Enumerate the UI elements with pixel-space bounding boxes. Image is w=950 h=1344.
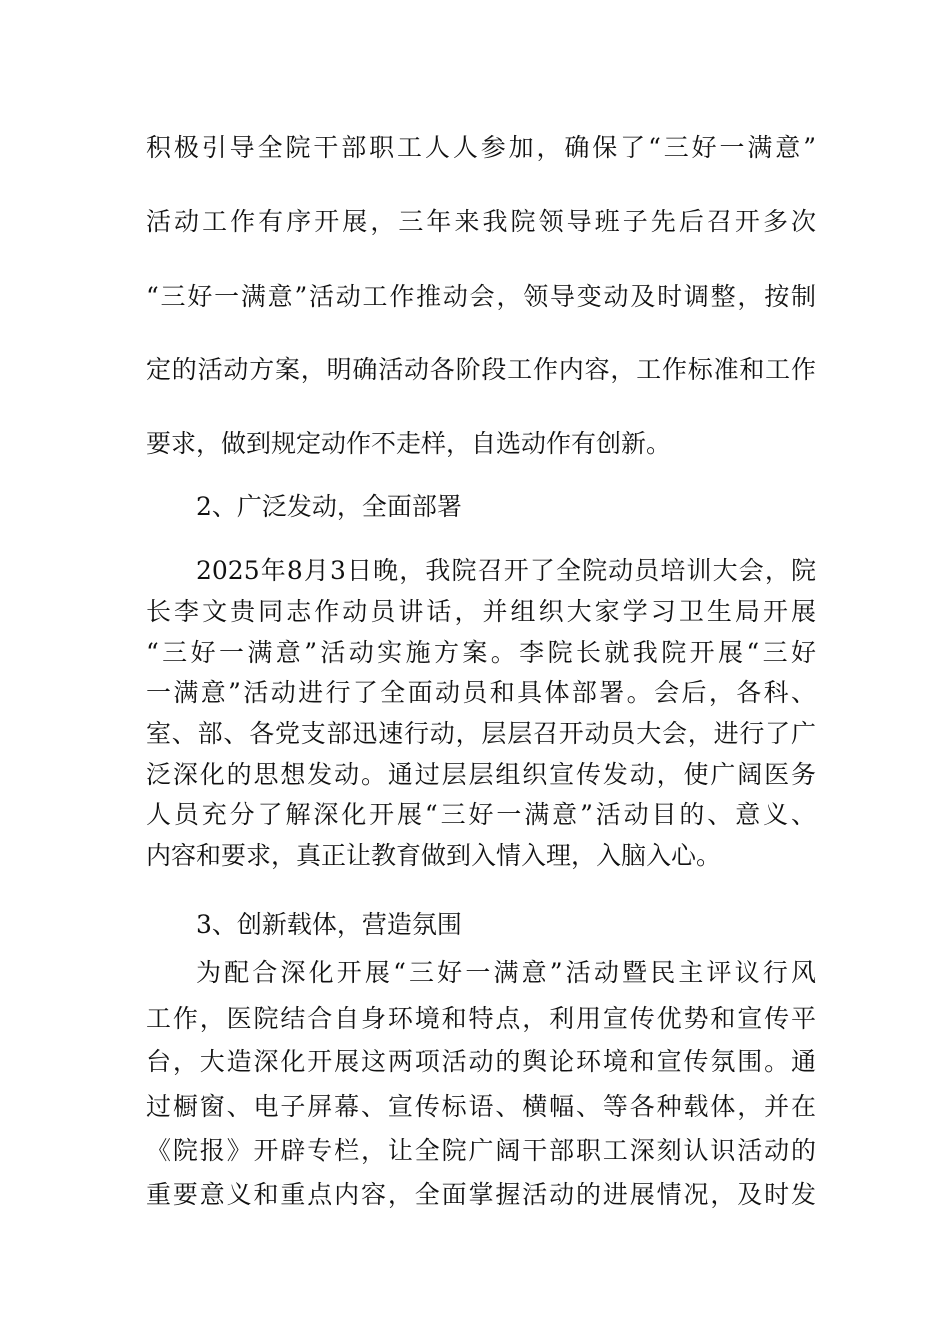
text-line-17: 工作，医院结合自身环境和特点，利用宣传优势和宣传平 (146, 1004, 816, 1033)
text-line-12: 泛深化的思想发动。通过层层组织宣传发动，使广阔医务 (146, 760, 816, 789)
text-line-21: 重要意义和重点内容，全面掌握活动的进展情况，及时发 (146, 1180, 816, 1209)
text-line-16: 为配合深化开展“三好一满意”活动暨民主评议行风 (196, 958, 816, 987)
text-line-9: “三好一满意”活动实施方案。李院长就我院开展“三好 (146, 638, 816, 667)
text-line-14: 内容和要求，真正让教育做到入情入理，入脑入心。 (146, 841, 722, 870)
text-line-13: 人员充分了解深化开展“三好一满意”活动目的、意义、 (146, 800, 816, 829)
text-line-10: 一满意”活动进行了全面动员和具体部署。会后，各科、 (146, 678, 816, 707)
text-line-2: 活动工作有序开展，三年来我院领导班子先后召开多次 (146, 207, 816, 236)
text-line-19: 过橱窗、电子屏幕、宣传标语、横幅、等各种载体，并在 (146, 1092, 816, 1121)
text-line-8: 长李文贵同志作动员讲话，并组织大家学习卫生局开展 (146, 597, 816, 626)
text-line-20: 《院报》开辟专栏，让全院广阔干部职工深刻认识活动的 (146, 1136, 816, 1165)
section-heading-3: 3、创新载体，营造氛围 (196, 910, 462, 939)
text-line-3: “三好一满意”活动工作推动会，领导变动及时调整，按制 (146, 282, 816, 311)
text-line-5: 要求，做到规定动作不走样，自选动作有创新。 (146, 429, 672, 458)
text-line-7: 2025年8月3日晚，我院召开了全院动员培训大会，院 (196, 556, 816, 585)
text-line-4: 定的活动方案，明确活动各阶段工作内容，工作标准和工作 (146, 355, 816, 384)
section-heading-2: 2、广泛发动，全面部署 (196, 492, 462, 521)
text-line-18: 台，大造深化开展这两项活动的舆论环境和宣传氛围。通 (146, 1047, 816, 1076)
text-line-1: 积极引导全院干部职工人人参加，确保了“三好一满意” (146, 133, 816, 162)
text-line-11: 室、部、各党支部迅速行动，层层召开动员大会，进行了广 (146, 719, 816, 748)
